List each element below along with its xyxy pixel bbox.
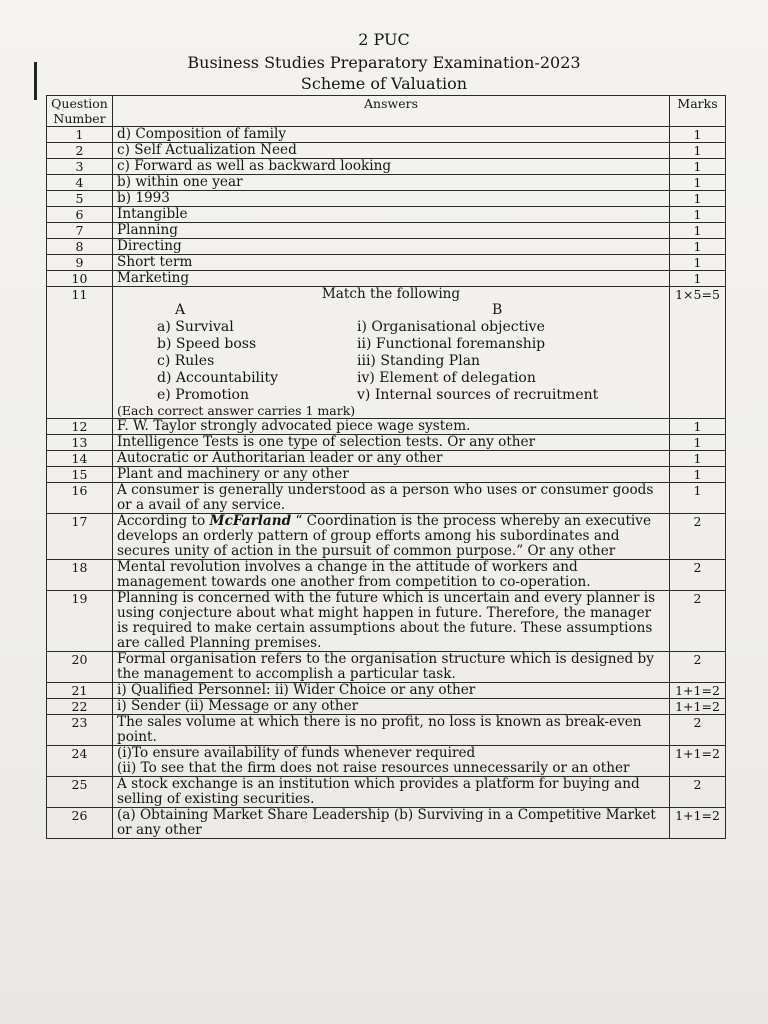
match-item-b: iv) Element of delegation (357, 370, 536, 386)
match-item-a: c) Rules (157, 353, 215, 369)
marks-value: 1×5=5 (670, 287, 726, 419)
marks-value: 1 (670, 127, 726, 143)
table-row (47, 808, 726, 839)
match-column-a-head: A (175, 302, 186, 318)
match-items (117, 319, 665, 404)
question-number: 4 (47, 175, 113, 191)
question-number: 12 (47, 419, 113, 435)
question-number: 25 (47, 777, 113, 808)
answer-text: The sales volume at which there is no profit, no loss is known as break-even point. (113, 715, 670, 746)
question-number: 10 (47, 271, 113, 287)
table-row (47, 127, 726, 143)
answer-text: c) Self Actualization Need (113, 143, 670, 159)
table-row (47, 159, 726, 175)
question-number: 17 (47, 514, 113, 560)
match-columns (117, 302, 665, 319)
class-title: 2 PUC (358, 30, 410, 49)
marks-value: 1 (670, 255, 726, 271)
answer-text: i) Qualified Personnel: ii) Wider Choice or any other (113, 683, 670, 699)
answer-text: Mental revolution involves a change in the attitude of workers and management towards one another from competition to co-operation. (113, 560, 670, 591)
table-row (47, 467, 726, 483)
table-row (47, 591, 726, 652)
table-row (47, 143, 726, 159)
answer-text: (i)To ensure availability of funds whenever required (ii) To see that the firm does not raise resources unnecessarily or an other (113, 746, 670, 777)
marks-value: 1+1=2 (670, 746, 726, 777)
answer-text: A stock exchange is an institution which provides a platform for buying and selling of existing securities. (113, 777, 670, 808)
question-number: 21 (47, 683, 113, 699)
answer-text: i) Sender (ii) Message or any other (113, 699, 670, 715)
marks-value: 1 (670, 435, 726, 451)
marks-value: 1 (670, 143, 726, 159)
question-number: 22 (47, 699, 113, 715)
valuation-table (46, 95, 726, 839)
table-row (47, 435, 726, 451)
exam-title: Business Studies Preparatory Examination-2023 (187, 53, 581, 72)
answer-text (113, 514, 670, 560)
answer-text: Intelligence Tests is one type of selection tests. Or any other (113, 435, 670, 451)
question-number: 16 (47, 483, 113, 514)
marks-value: 1 (670, 207, 726, 223)
table-row (47, 175, 726, 191)
question-number: 6 (47, 207, 113, 223)
question-number: 3 (47, 159, 113, 175)
table-row (47, 746, 726, 777)
table-row-match (47, 287, 726, 419)
match-item-b: i) Organisational objective (357, 319, 545, 335)
marks-value: 2 (670, 652, 726, 683)
question-number: 1 (47, 127, 113, 143)
answer-text: Intangible (113, 207, 670, 223)
table-row (47, 239, 726, 255)
answer-text: A consumer is generally understood as a person who uses or consumer goods or a avail of any service. (113, 483, 670, 514)
answer-text: b) within one year (113, 175, 670, 191)
marks-value: 2 (670, 715, 726, 746)
marks-value: 1 (670, 467, 726, 483)
question-number: 26 (47, 808, 113, 839)
question-number: 13 (47, 435, 113, 451)
match-item-b: ii) Functional foremanship (357, 336, 546, 352)
marks-value: 1 (670, 451, 726, 467)
table-row (47, 451, 726, 467)
marks-value: 1 (670, 223, 726, 239)
answer-text: F. W. Taylor strongly advocated piece wage system. (113, 419, 670, 435)
match-item-b: v) Internal sources of recruitment (357, 387, 599, 403)
answer-text: Planning is concerned with the future which is uncertain and every planner is using conjecture about what might happen in future. Therefore, the manager is required to make certain assumptions about the future. These assumptions are called Planning premises. (113, 591, 670, 652)
marks-value: 1+1=2 (670, 808, 726, 839)
table-row (47, 777, 726, 808)
table-row (47, 514, 726, 560)
marks-value: 1 (670, 191, 726, 207)
table-row (47, 191, 726, 207)
table-row (47, 683, 726, 699)
match-item-b: iii) Standing Plan (357, 353, 481, 369)
answer-text: Formal organisation refers to the organisation structure which is designed by the management to accomplish a particular task. (113, 652, 670, 683)
document-header (0, 30, 768, 94)
col-answers-header: Answers (113, 96, 670, 127)
answer-text: Marketing (113, 271, 670, 287)
marks-value: 2 (670, 560, 726, 591)
match-item-a: e) Promotion (157, 387, 249, 403)
answer-body: “ Coordination is the process whereby an executive develops an orderly pattern of group efforts among his subordinates and secures unity of action in the pursuit of common purpose.” Or any other (117, 513, 651, 559)
marks-value: 1 (670, 483, 726, 514)
match-answer (113, 287, 670, 419)
question-number: 14 (47, 451, 113, 467)
question-number: 15 (47, 467, 113, 483)
question-number: 24 (47, 746, 113, 777)
question-number: 23 (47, 715, 113, 746)
marks-value: 1 (670, 271, 726, 287)
table-row (47, 207, 726, 223)
col-marks-header: Marks (670, 96, 726, 127)
col-question-header: Question Number (47, 96, 113, 127)
table-row (47, 223, 726, 239)
table-row (47, 255, 726, 271)
question-number: 2 (47, 143, 113, 159)
marks-value: 1 (670, 239, 726, 255)
marks-value: 2 (670, 514, 726, 560)
match-item-a: a) Survival (157, 319, 234, 335)
table-row (47, 560, 726, 591)
table-row (47, 271, 726, 287)
table-row (47, 652, 726, 683)
answer-lead: According to (117, 513, 210, 529)
answer-text: Directing (113, 239, 670, 255)
marks-value: 1+1=2 (670, 683, 726, 699)
question-number: 18 (47, 560, 113, 591)
match-title: Match the following (321, 286, 461, 302)
match-column-b-head: B (492, 302, 503, 318)
table-row (47, 419, 726, 435)
question-number: 19 (47, 591, 113, 652)
answer-text: Autocratic or Authoritarian leader or any other (113, 451, 670, 467)
question-number: 5 (47, 191, 113, 207)
marks-value: 2 (670, 591, 726, 652)
answer-text: Short term (113, 255, 670, 271)
marks-value: 1 (670, 175, 726, 191)
table-header-row (47, 96, 726, 127)
answer-text: c) Forward as well as backward looking (113, 159, 670, 175)
scheme-title: Scheme of Valuation (300, 74, 468, 93)
answer-text: d) Composition of family (113, 127, 670, 143)
table-row (47, 715, 726, 746)
marks-value: 1+1=2 (670, 699, 726, 715)
answer-text: (a) Obtaining Market Share Leadership (b) Surviving in a Competitive Market or any other (113, 808, 670, 839)
table-row (47, 483, 726, 514)
question-number: 9 (47, 255, 113, 271)
match-item-a: b) Speed boss (157, 336, 257, 352)
question-number: 8 (47, 239, 113, 255)
answer-text: Planning (113, 223, 670, 239)
question-number: 11 (47, 287, 113, 419)
match-item-a: d) Accountability (157, 370, 279, 386)
marks-value: 1 (670, 159, 726, 175)
question-number: 7 (47, 223, 113, 239)
question-number: 20 (47, 652, 113, 683)
match-note: (Each correct answer carries 1 mark) (117, 403, 356, 418)
table-row (47, 699, 726, 715)
marks-value: 1 (670, 419, 726, 435)
author-name: McFarland (209, 513, 292, 529)
answer-text: b) 1993 (113, 191, 670, 207)
answer-text: Plant and machinery or any other (113, 467, 670, 483)
marks-value: 2 (670, 777, 726, 808)
